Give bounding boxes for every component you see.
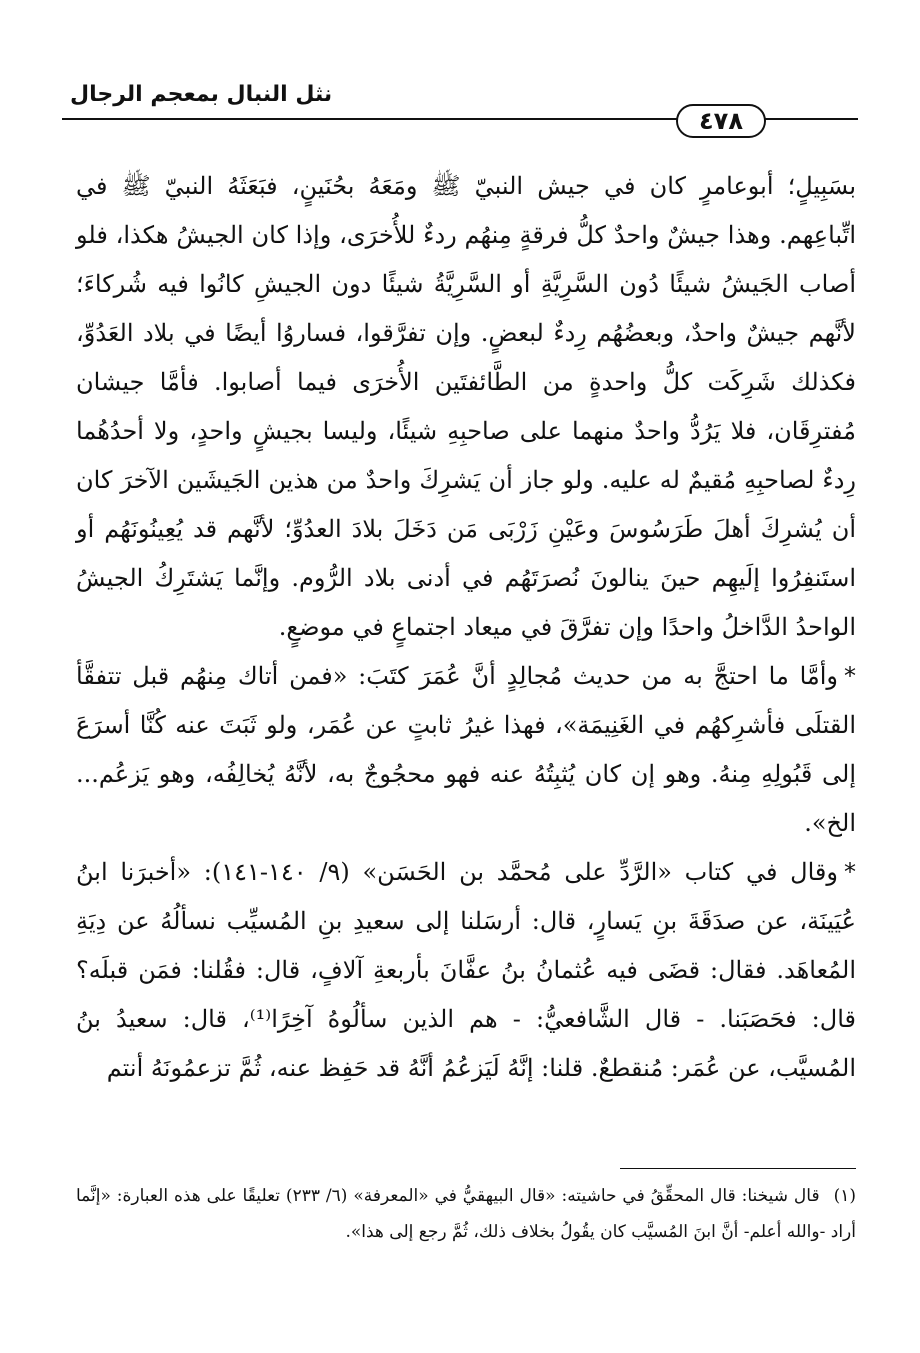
footnote-rule bbox=[620, 1168, 856, 1169]
paragraph-text: وأمَّا ما احتجَّ به من حديث مُجالِدٍ أنَّ عُمَرَ كتَبَ: «فمن أتاك مِنهُم قبل تتفقَّأ القتلَى فأشرِكهُم في الغَنِيمَة»، فهذا غيرُ ثابتٍ عن عُمَر، ولو ثَبَتَ عنه كُنَّا أسرَعَ إلى قَبُولِهِ مِنهُ. وهو إن كان يُثبِتُهُ عنه فهو محجُوجٌ به، لأنَّهُ يُخالِفُه، وهو يَزعُم... الخ». bbox=[76, 662, 856, 837]
paragraph-3 bbox=[76, 848, 856, 1093]
footnote-number: (١) bbox=[833, 1186, 856, 1206]
page-number-badge: ٤٧٨ bbox=[676, 104, 766, 138]
paragraph-1 bbox=[76, 162, 856, 652]
asterisk-marker: * bbox=[844, 662, 856, 690]
paragraph-text: بسَبِيلٍ؛ أبوعامرٍ كان في جيش النبيّ ﷺ ومَعَهُ بحُنَينٍ، فبَعَثَهُ النبيّ ﷺ في اتِّباعِهم. وهذا جيشٌ واحدٌ كلُّ فرقةٍ مِنهُم ردءٌ للأُخرَى، وإذا كان الجيشُ هكذا، فلو أصاب الجَيشُ شيئًا دُون السَّرِيَّةِ أو السَّرِيَّةُ شيئًا دون الجيشِ كانُوا فيه شُركاءَ؛ لأنَّهم جيشٌ واحدٌ، وبعضُهُم رِدءٌ لبعضٍ. وإن تفرَّقوا، فساروُا أيضًا في بلاد العَدُوِّ، فكذلك شَرِكَت كلُّ واحدةٍ من الطَّائفتَين الأُخرَى فيما أصابوا. فأمَّا جيشان مُفترِقَان، فلا يَرُدُّ واحدٌ منهما على صاحبِهِ شيئًا، وليسا بجيشٍ واحدٍ، ولا أحدُهُما رِدءٌ لصاحبِهِ مُقيمٌ له عليه. ولو جاز أن يَشرِكَ واحدٌ من هذين الجَيشَين الآخرَ كان أن يُشرِكَ أهلَ طَرَسُوسَ وعَيْنِ زَرْبَى مَن دَخَلَ بلادَ العدُوِّ؛ لأنَّهم قد يُعِينُونَهُم أو استَنفِرُوا إلَيهِم حينَ ينالونَ نُصرَتَهُم في أدنى بلاد الرُّوم. وإنَّما يَشتَرِكُ الجيشُ الواحدُ الدَّاخلُ واحدًا وإن تفرَّقَ في ميعاد اجتماعٍ في موضعٍ. bbox=[76, 172, 856, 641]
footnote-text: قال شيخنا: قال المحقِّقُ في حاشيته: «قال البيهقيُّ في «المعرفة» (٦/ ٢٣٣) تعليقًا على هذه العبارة: «إنَّما أراد -والله أعلم- أنَّ ابنَ المُسيَّب كان يقُولُ بخلاف ذلك، ثُمَّ رجع إلى هذا». bbox=[76, 1186, 856, 1242]
body-text bbox=[76, 162, 856, 1093]
footnote bbox=[76, 1178, 856, 1250]
paragraph-2 bbox=[76, 652, 856, 848]
asterisk-marker: * bbox=[844, 858, 856, 886]
running-header-title: نثل النبال بمعجم الرجال bbox=[70, 82, 333, 107]
paragraph-text: وقال في كتاب «الرَّدِّ على مُحمَّد بن الحَسَن» (٩/ ١٤٠-١٤١): «أخبرَنا ابنُ عُيَينَة، عن صدَقَةَ بنِ يَسارٍ، قال: أرسَلنا إلى سعيدِ بنِ المُسيِّب نسألُهُ عن دِيَةِ المُعاهَد. فقال: قضَى فيه عُثمانُ بنُ عفَّانَ بأربعةِ آلافٍ، قال: فقُلنا: فمَن قبلَه؟ قال: فحَصَبَنا. - قال الشَّافعيُّ: - هم الذين سألُوهُ آخِرًا⁽¹⁾، قال: سعيدُ بنُ المُسيَّب، عن عُمَر: مُنقطعٌ. قلنا: إنَّهُ لَيَزعُمُ أنَّهُ قد حَفِظ عنه، ثُمَّ تزعمُونَهُ أنتم bbox=[76, 858, 856, 1082]
